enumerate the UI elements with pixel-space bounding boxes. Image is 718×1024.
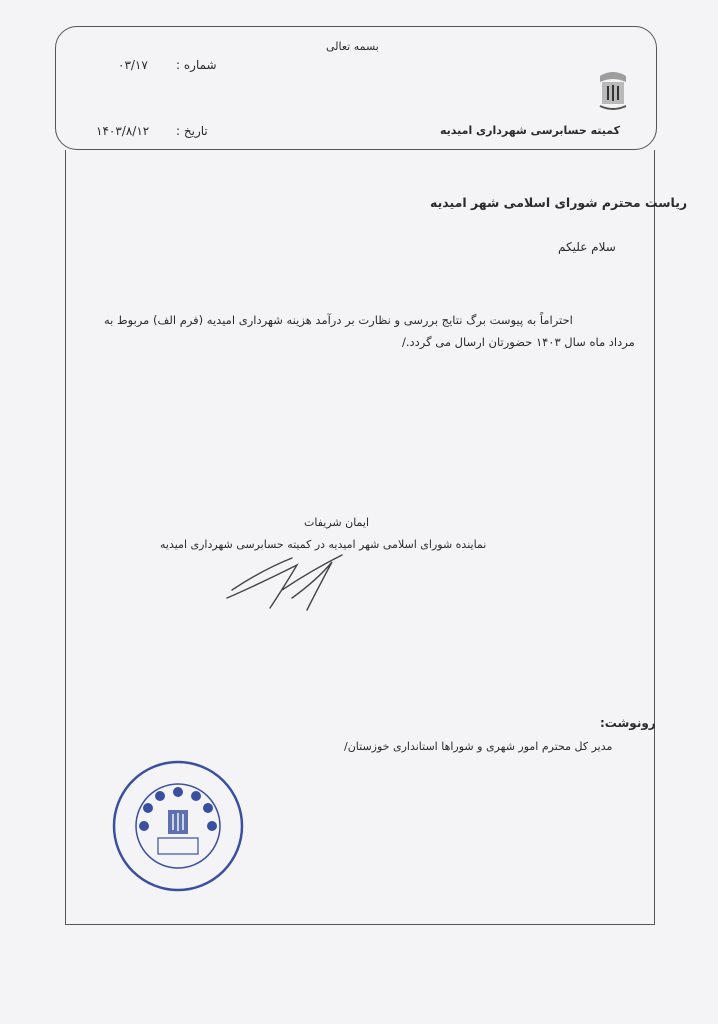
date-label: تاریخ : — [176, 124, 208, 138]
body-line-1: احتراماً به پیوست برگ نتایج بررسی و نظارت بر درآمد هزینه شهرداری امیدیه (فرم الف) مربوط به — [104, 313, 573, 327]
recipient-line: ریاست محترم شورای اسلامی شهر امیدیه — [430, 195, 688, 210]
invocation-text: بسمه تعالی — [326, 40, 379, 53]
date-value: ۱۴۰۳/۸/۱۲ — [96, 124, 150, 138]
greeting-line: سلام علیکم — [558, 240, 616, 254]
body-line-2: مرداد ماه سال ۱۴۰۳ حضورتان ارسال می گردد./ — [402, 335, 635, 349]
committee-name: کمیته حسابرسی شهرداری امیدیه — [440, 124, 621, 137]
council-seal-stamp — [110, 758, 246, 894]
signatory-title: نماینده شورای اسلامی شهر امیدیه در کمیته حسابرسی شهرداری امیدیه — [160, 538, 487, 551]
emblem-logo-icon — [596, 66, 630, 114]
handwritten-signature — [222, 550, 352, 615]
number-label: شماره : — [176, 58, 217, 72]
cc-line-1: مدیر کل محترم امور شهری و شوراها استانداری خوزستان/ — [344, 740, 613, 753]
signatory-name: ایمان شریفات — [304, 516, 370, 529]
cc-label: رونوشت: — [600, 716, 656, 730]
number-value: ۰۳/۱۷ — [118, 58, 148, 72]
